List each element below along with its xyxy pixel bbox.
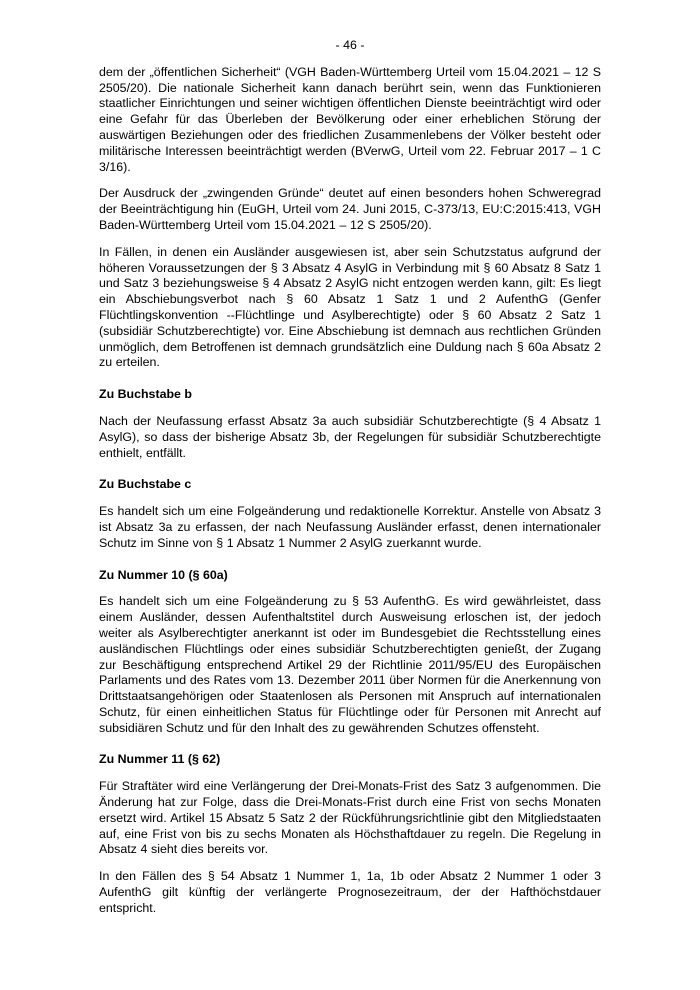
paragraph: In den Fällen des § 54 Absatz 1 Nummer 1, 1a, 1b oder Absatz 2 Nummer 1 oder 3 AufenthG gilt künftig der verlängerte Prognosezeitraum, der der Hafthöchstdauer entspricht.: [99, 869, 601, 915]
paragraph: Es handelt sich um eine Folgeänderung und redaktionelle Korrektur. Anstelle von Absatz 3 ist Absatz 3a zu erfassen, der nach Neufassung Ausländer erfasst, denen internationaler Schutz im Sinne von § 1 Absatz 1 Nummer 2 AsylG zuerkannt wurde.: [99, 504, 601, 550]
paragraph: Für Straftäter wird eine Verlängerung der Drei-Monats-Frist des Satz 3 aufgenommen. Die Änderung hat zur Folge, dass die Drei-Monats-Frist durch eine Frist von sechs Monaten ersetzt wird. Artikel 15 Absatz 5 Satz 2 der Rückführungsrichtlinie gibt den Mitgliedstaaten auf, eine Frist von bis zu sechs Monaten als Höchsthaftdauer zu regeln. Die Regelung in Absatz 4 sieht dies bereits vor.: [99, 779, 601, 857]
paragraph: dem der „öffentlichen Sicherheit“ (VGH Baden-Württemberg Urteil vom 15.04.2021 – 12 S 2505/20). Die nationale Sicherheit kann danach berührt sein, wenn das Funktionieren staatlicher Einrichtungen und seiner wichtigen öffentlichen Dienste beeinträchtigt wird oder eine Gefahr für das Überleben der Bevölkerung oder einer erheblichen Störung der auswärtigen Beziehungen oder des friedlichen Zusammenlebens der Völker besteht oder militärische Interessen beeinträchtigt werden (BVerwG, Urteil vom 22. Februar 2017 – 1 C 3/16).: [99, 64, 601, 174]
section-heading-zu-nummer-11: Zu Nummer 11 (§ 62): [99, 752, 221, 767]
paragraph: Es handelt sich um eine Folgeänderung zu § 53 AufenthG. Es wird gewährleistet, dass einem Ausländer, dessen Aufenthaltstitel durch Ausweisung erloschen ist, der jedoch weiter als Asylberechtigter anerkannt ist oder im Bundesgebiet die Rechtsstellung eines ausländischen Flüchtlings oder eines subsidiär Schutzberechtigten genießt, der Zugang zur Beschäftigung entsprechend Artikel 29 der Richtlinie 2011/95/EU des Europäischen Parlaments und des Rates vom 13. Dezember 2011 über Normen für die Anerkennung von Drittstaatsangehörigen oder Staatenlosen als Personen mit Anspruch auf internationalen Schutz, für einen einheitlichen Status für Flüchtlinge oder für Personen mit Anrecht auf subsidiären Schutz und für den Inhalt des zu gewährenden Schutzes offensteht.: [99, 594, 601, 735]
paragraph: Der Ausdruck der „zwingenden Gründe“ deutet auf einen besonders hohen Schweregrad der Beeinträchtigung hin (EuGH, Urteil vom 24. Juni 2015, C-373/13, EU:C:2015:413, VGH Baden-Württemberg Urteil vom 15.04.2021 – 12 S 2505/20).: [99, 186, 601, 232]
section-heading-zu-buchstabe-b: Zu Buchstabe b: [99, 387, 192, 402]
page-number: - 46 -: [335, 38, 365, 52]
paragraph: Nach der Neufassung erfasst Absatz 3a auch subsidiär Schutzberechtigte (§ 4 Absatz 1 AsylG), so dass der bisherige Absatz 3b, der Regelungen für subsidiär Schutzberechtigte enthielt, entfällt.: [99, 413, 601, 460]
paragraph: In Fällen, in denen ein Ausländer ausgewiesen ist, aber sein Schutzstatus aufgrund der höheren Voraussetzungen der § 3 Absatz 4 AsylG in Verbindung mit § 60 Absatz 8 Satz 1 und Satz 3 beziehungsweise § 4 Absatz 2 AsylG nicht entzogen werden kann, gilt: Es liegt ein Abschiebungsverbot nach § 60 Absatz 1 Satz 1 und 2 AufenthG (Genfer Flüchtlingskonvention --Flüchtlinge und Asylberechtigte) oder § 60 Absatz 2 Satz 1 (subsidiär Schutzberechtigte) vor. Eine Abschiebung ist demnach aus rechtlichen Gründen unmöglich, dem Betroffenen ist demnach grundsätzlich eine Duldung nach § 60a Absatz 2 zu erteilen.: [99, 244, 601, 370]
section-heading-zu-nummer-10: Zu Nummer 10 (§ 60a): [99, 567, 228, 582]
section-heading-zu-buchstabe-c: Zu Buchstabe c: [99, 477, 192, 492]
document-body: [99, 65, 601, 917]
